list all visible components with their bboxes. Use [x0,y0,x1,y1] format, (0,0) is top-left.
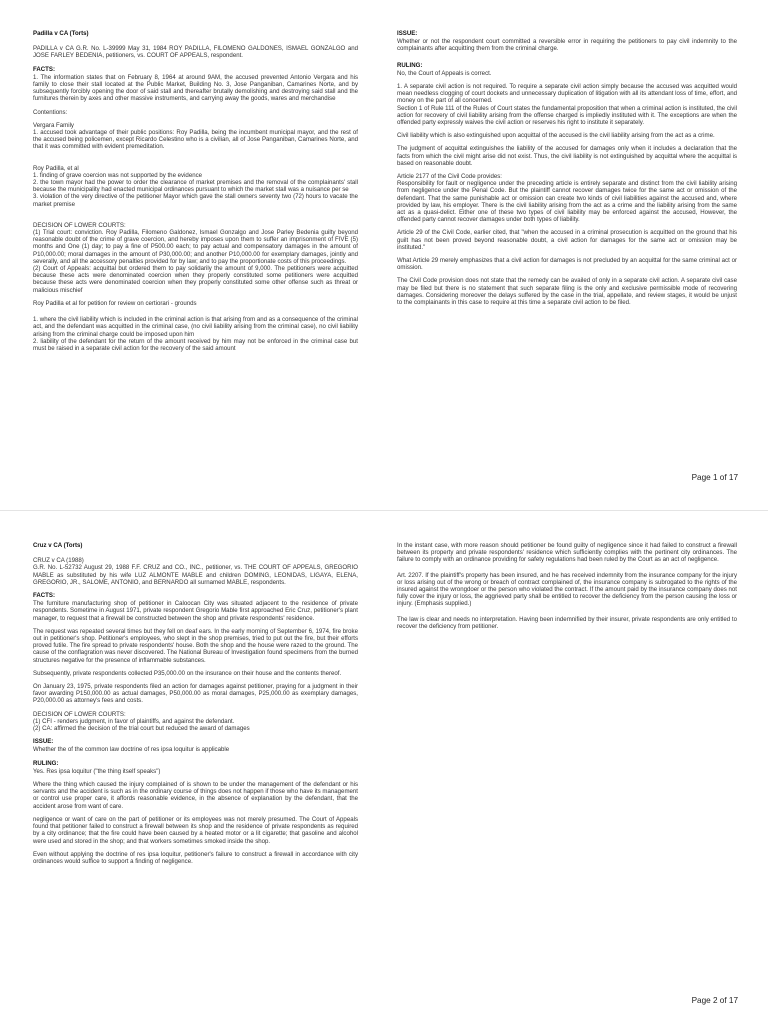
vergara-heading: Vergara Family [33,121,74,129]
page1-left-column [33,30,358,358]
grounds-text: 1. where the civil liability which is included in the criminal action is that arising from and as a consequence of the criminal act, and the defendant was acquitted in the criminal case, (no civil liability arising from the criminal case), no civil liability arising from the criminal charge could be imposed upon him 2. liability of the defendant for the return of the amount received by him may not be enforced in the criminal case but must be raised in a separate civil action for the recovery of the said amount [33,316,358,352]
contentions-label: Contentions: [33,108,68,116]
facts-paragraph-3: Subsequently, private respondents collected P35,000.00 on the insurance on their house and the contents thereof. [33,669,342,677]
ruling-paragraph-5: Art. 2207. If the plaintiff's property has been insured, and he has received indemnity from the insurance company for the injury or loss arising out of the wrong or breach of contract complained of, the insurance company is subrogated to the rights of the insured against the wrongdoer or the person who violated the contract. If the amount paid by the insurance company does not fully cover the injury or loss, the aggrieved party shall be entitled to recover the deficiency from the person causing the loss or injury. (Emphasis supplied.) [397,571,737,608]
ruling-heading: RULING: [397,61,423,69]
roy-text: 1. finding of grave coercion was not supported by the evidence 2. the town mayor had the power to order the clearance of market premises and the removal of the complainants' stall because the municipality had enacted municipal ordinances pursuant to which the market stall was a nuisance per se 3. violation of the very directive of the petitioner Mayor which gave the stall owners seventy two (72) hours to vacate the market premise [33,171,358,208]
issue-heading: ISSUE: [33,738,54,746]
facts-paragraph-2: The request was repeated several times but they fell on deaf ears. In the early morning of September 6, 1974, fire broke out in petitioner's shop. Petitioner's employees, who slept in the shop premises, tried to put out the fire, but their efforts proved futile. The fire spread to private respondents' house. Both the shop and the house were razed to the ground. The cause of the conflagration was never discovered. The National Bureau of Investigation found specimens from the burned structures negative for the presence of inflammable substances. [33,627,358,664]
ruling-text: Yes. Res ipsa loquitur ("the thing itself speaks") [33,767,161,775]
ruling-paragraph-2: Civil liability which is also extinguished upon acquittal of the accused is the civil liability arising from the act as a crime. [397,132,715,140]
ruling-text: No, the Court of Appeals is correct. [397,69,492,77]
ruling-paragraph-6: What Article 29 merely emphasizes that a civil action for damages is not precluded by an acquittal for the same criminal act or omission. [397,257,737,272]
facts-paragraph-4: On January 23, 1975, private respondents filed an action for damages against petitioner, praying for a judgment in their favor awarding P150,000.00 as actual damages, P50,000.00 as moral damages, P25,000.00 as exemplary damages, P20,000.00 as attorney's fees and costs. [33,683,358,705]
ruling-paragraph-4: In the instant case, with more reason should petitioner be found guilty of negligence since it had failed to construct a firewall between its property and private respondents' residence which sufficiently complies with the pertinent city ordinances. The failure to comply with an ordinance providing for safety regulations had been ruled by the Court as an act of negligence. [397,542,737,564]
vergara-text: 1. accused took advantage of their public positions: Roy Padilla, being the incumbent municipal mayor, and the rest of the accused being policemen, except Ricardo Celestino who is a civilian, all of Jose Panganiban, Camarines Norte, and that it was committed with evident premeditation. [33,129,358,151]
page1-right-column [397,30,737,312]
decision-heading: DECISION OF LOWER COURTS: [33,221,126,229]
ruling-paragraph-1: Where the thing which caused the injury complained of is shown to be under the management of the defendant or his servants and the accident is such as in the ordinary course of things does not happen if those who have its management or control use proper care, it affords reasonable evidence, in the absence of explanation by the defendant, that the accident arose from want of care. [33,781,358,810]
decision-heading: DECISION OF LOWER COURTS: [33,710,126,718]
issue-text: Whether or not the respondent court committed a reversible error in requiring the petitioners to pay civil indemnity to the complainants after acquitting them from the criminal charge. [397,38,737,53]
petition-text: Roy Padilla et al for petition for review on certiorari - grounds [33,299,197,307]
ruling-paragraph-1: 1. A separate civil action is not required. To require a separate civil action simply because the accused was acquitted would mean needless clogging of court dockets and unnecessary duplication of litigation with all its attendant loss of time, effort, and money on the part of all concerned. Section 1 of Rule 111 of the Rules of Court states the fundamental proposition that when a criminal action is instituted, the civil action for recovery of civil liability arising from the offense charged is impliedly instituted with it. The exceptions are when the offended party expressly waives the civil action or reserves his right to institute it separately. [397,83,737,127]
facts-heading: FACTS: [33,65,56,73]
case-title: Padilla v CA (Torts) [33,30,89,37]
ruling-paragraph-5: Article 29 of the Civil Code, earlier cited, that "when the accused in a criminal prosecution is acquitted on the ground that his guilt has not been proved beyond reasonable doubt, a civil action for damages for the same act or omission may be instituted." [397,229,737,251]
ruling-paragraph-3: The judgment of acquittal extinguishes the liability of the accused for damages only when it includes a declaration that the facts from which the civil might arise did not exist. Thus, the civil liability is not extinguished by acquittal where the acquittal is based on reasonable doubt. [397,145,737,167]
case-title: Cruz v CA (Torts) [33,542,83,549]
decision-text: (1) CFI - renders judgment, in favor of plaintiffs, and against the defendant. (2) CA: affirmed the decision of the trial court but reduced the award of damages [33,717,250,733]
page-divider [0,510,768,511]
page-number: Page 2 of 17 [691,996,738,1005]
ruling-paragraph-2: negligence or want of care on the part of petitioner or its employees was not merely presumed. The Court of Appeals found that petitioner failed to construct a firewall between its shop and the residence of private respondents as required by a city ordinance; that the fire could have been caused by a heated motor or a lit cigarette; that gasoline and alcohol were used and stored in the shop; and that workers sometimes smoked inside the shop. [33,815,358,845]
case-citation: PADILLA v CA G.R. No. L-39999 May 31, 1984 ROY PADILLA, FILOMENO GALDONES, ISMAEL GONZALGO and JOSE FARLEY BEDENIA, petitioners, vs. COURT OF APPEALS, respondent. [33,45,358,60]
decision-text: (1) Trial court: conviction. Roy Padilla, Filomeno Galdonez, Ismael Gonzalgo and Jose Parley Bedenia guilty beyond reasonable doubt of the crime of grave coercion, and hereby imposes upon them to suffer an imprisonment of FIVE (5) months and One (1) day; to pay a fine of P500.00 each; to pay actual and compensatory damages in the amount of P10,000.00; moral damages in the amount of P30,000.00; and another P10,000.00 for exemplary damages, jointly and severally, and all the accessory penalties provided for by law; and to pay the proportionate costs of this proceedings. (2) Court of Appeals: acquittal but ordered them to pay solidarily the amount of 9,000. The petitioners were acquitted because these acts were denominated coercion when they properly constituted some petitioners were acquitted because these acts were denominated coercion when they properly constituted some other offense such as threat or malicious mischief [33,229,358,294]
issue-text: Whether the of the common law doctrine of res ipsa loquitur is applicable [33,746,230,754]
facts-paragraph-1: The furniture manufacturing shop of petitioner in Caloocan City was situated adjacent to the residence of private respondents. Sometime in August 1971, private respondent Gregorio Mable first approached Eric Cruz, petitioner's plant manager, to request that a firewall be constructed between the shop and private respondents' residence. [33,600,358,622]
document-page-2 [0,512,768,1024]
page-number: Page 1 of 17 [691,473,738,482]
ruling-heading: RULING: [33,759,59,767]
ruling-paragraph-7: The Civil Code provision does not state that the remedy can be availed of only in a separate civil action. A separate civil case may be filed but there is no statement that such separate filing is the only and exclusive permissible mode of recovering damages. Considering moreover the delays suffered by the case in the trial, appellate, and review stages, it would be unjust to the complainants in this case to require at this time a separate civil action to be filed. [397,277,737,307]
facts-text: 1. The information states that on February 8, 1964 at around 9AM, the accused prevented Antonio Vergara and his family to close their stall located at the Public Market, Building No. 3, Jose Panganiban, Camarines Norte, and by subsequently forcibly opening the door of said stall and thereafter brutally demolishing and destroying said stall and the furnitures therein by axes and other massive instruments, and carrying away the goods, wares and merchandise [33,73,358,103]
facts-heading: FACTS: [33,592,56,600]
case-citation: CRUZ v CA (1988) G.R. No. L-52732 August 29, 1988 F.F. CRUZ and CO., INC., petitioner, vs. THE COURT OF APPEALS, GREGORIO MABLE as substituted by his wife LUZ ALMONTE MABLE and children DOMING, LEONIDAS, LIGAYA, ELENA, GREGORIO, JR., SALOME, ANTONIO, and BERNARDO all surnamed MABLE, respondents. [33,557,358,586]
ruling-paragraph-3: Even without applying the doctrine of res ipsa loquitur, petitioner's failure to construct a firewall in accordance with city ordinances would suffice to support a finding of negligence. [33,850,358,865]
page2-left-column [33,542,358,871]
issue-heading: ISSUE: [397,30,418,37]
ruling-paragraph-4: Article 2177 of the Civil Code provides: Responsibility for fault or negligence under the preceding article is entirely separate and distinct from the civil liability arising from negligence under the Penal Code. But the plaintiff cannot recover damages twice for the same act or omission of the defendant. That the same punishable act or omission can create two kinds of civil liabilities against the accused and, where provided by law, his employer. There is the civil liability arising from the act as a crime and the liability arising from the same act as a quasi-delict. Either one of these two types of civil liability may be enforced against the accused, However, the offended party cannot recover damages under both types of liability. [397,173,737,224]
page2-right-column [397,542,737,636]
ruling-paragraph-6: The law is clear and needs no interpretation. Having been indemnified by their insurer, private respondents are only entitled to recover the deficiency from petitioner. [397,615,737,630]
roy-heading: Roy Padilla, et al [33,164,79,172]
